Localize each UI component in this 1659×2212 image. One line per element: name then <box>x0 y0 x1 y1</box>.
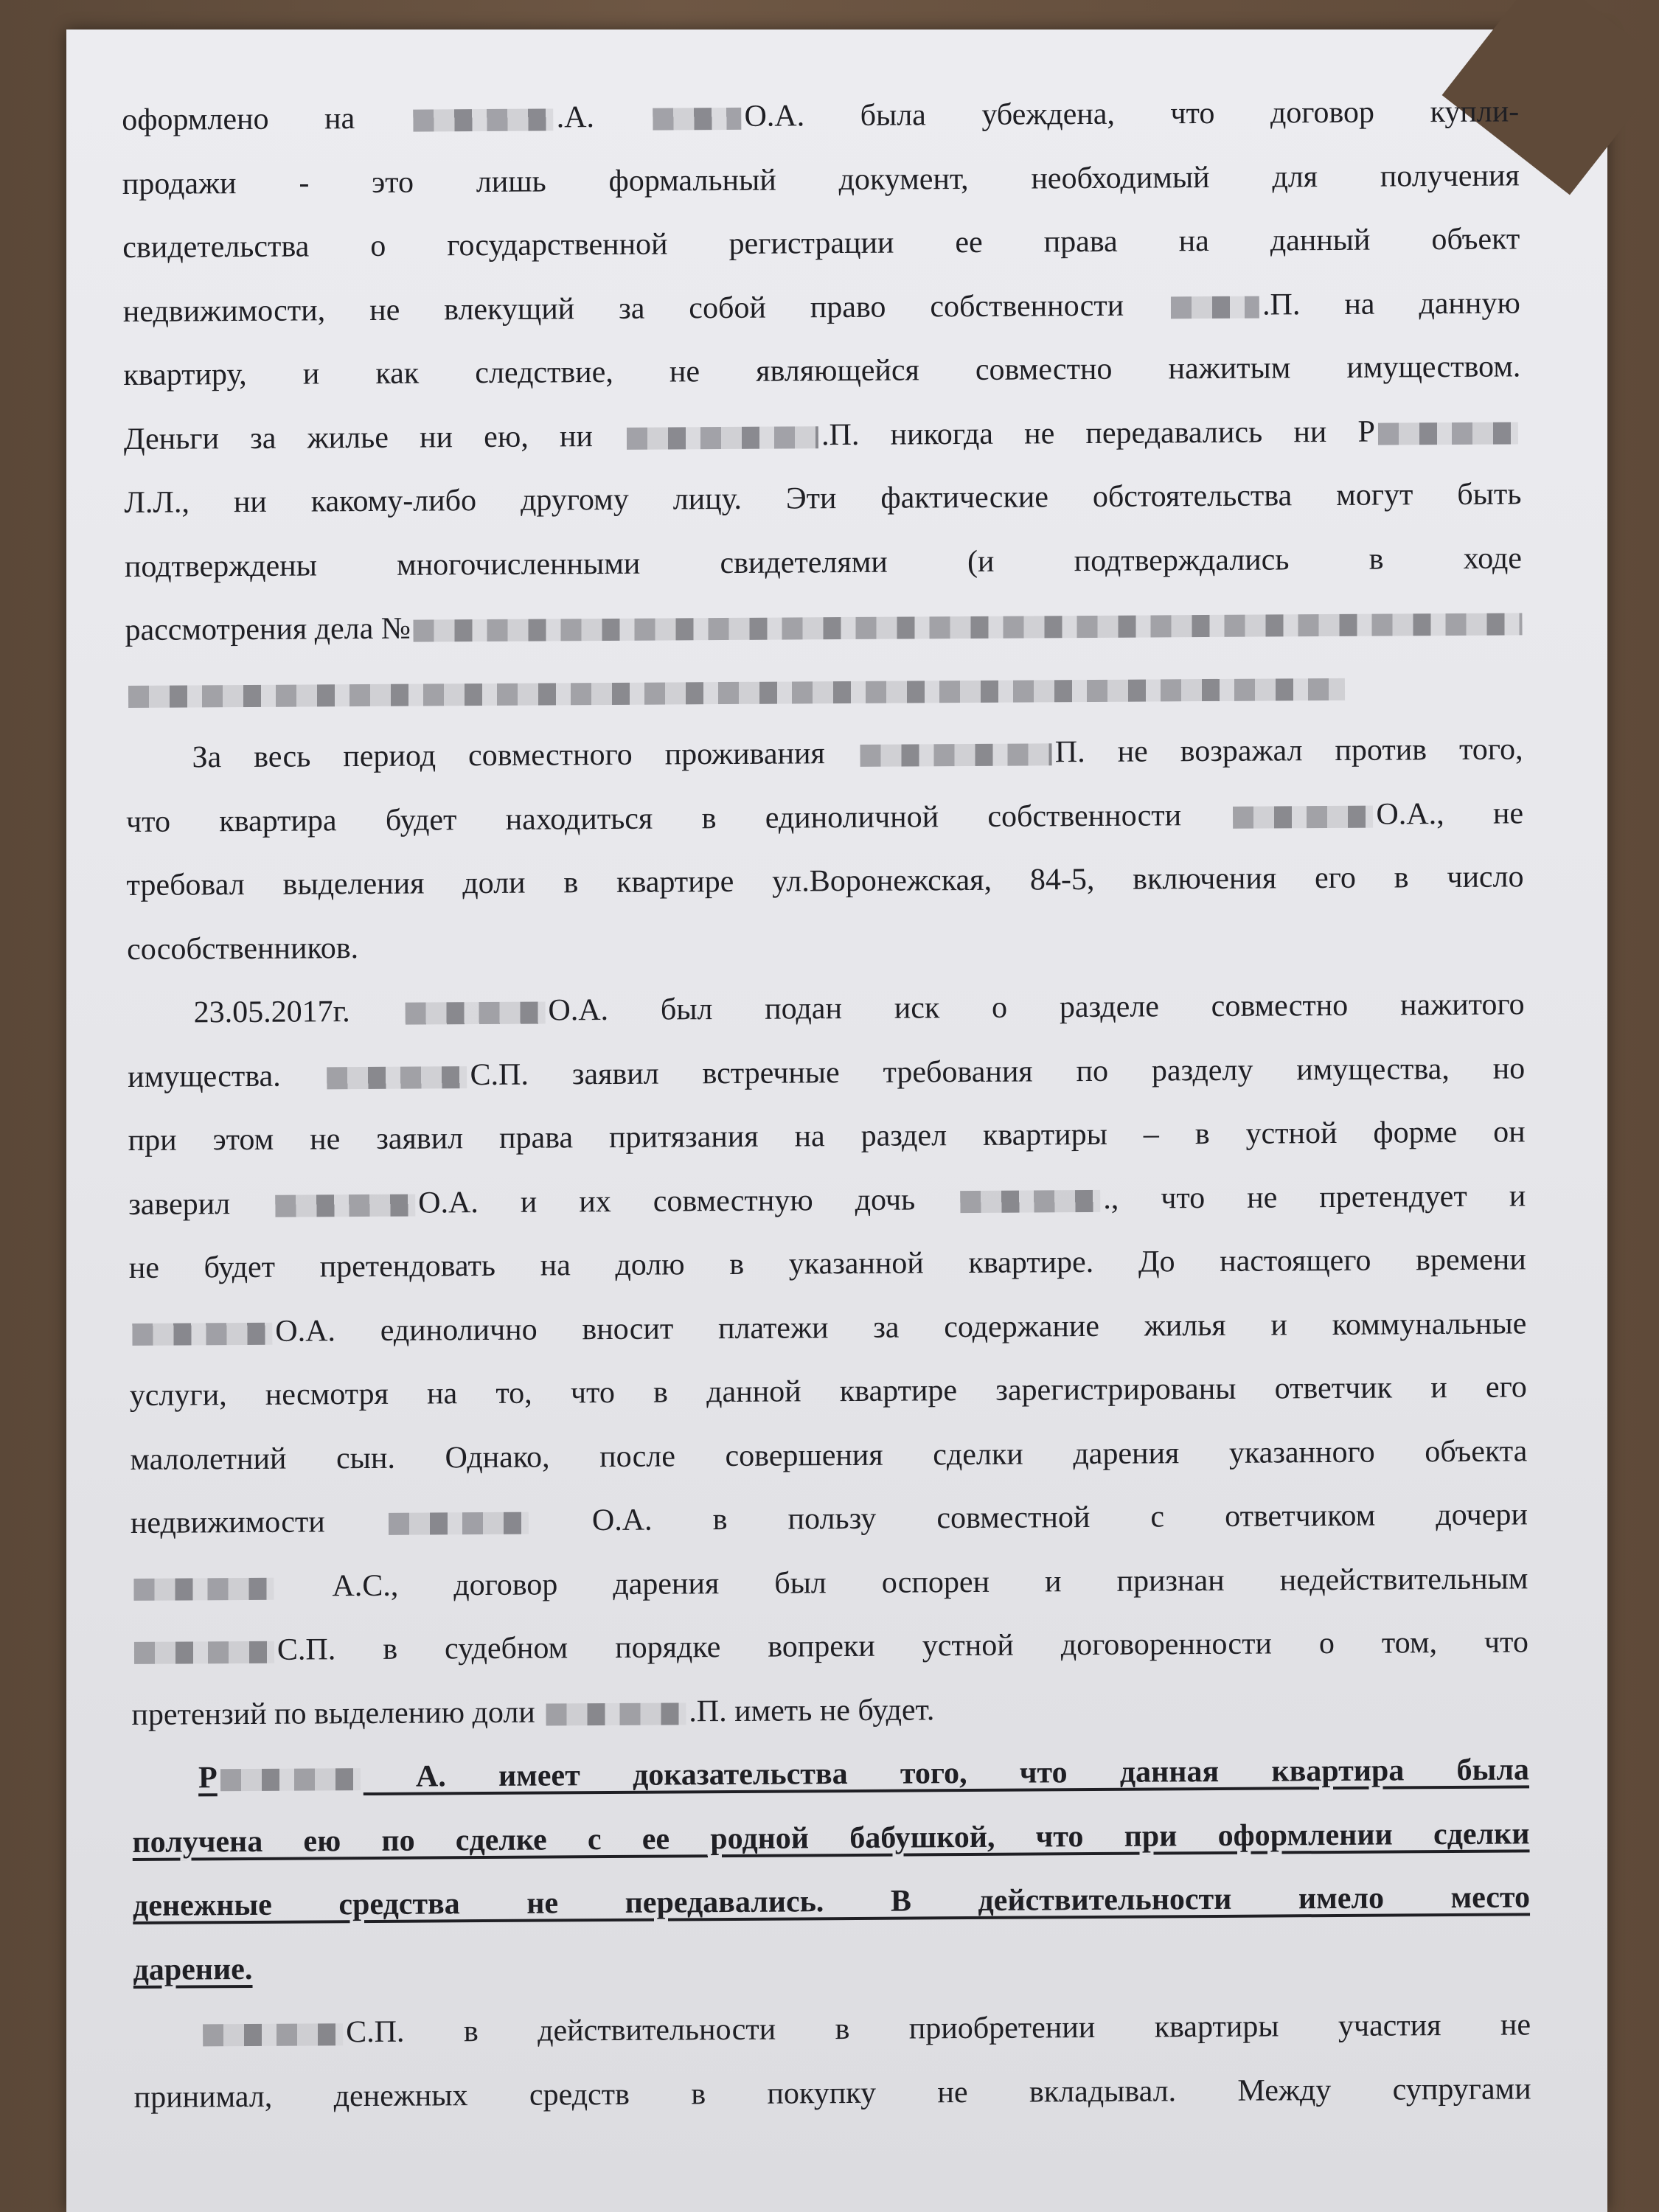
redaction-block <box>134 1641 274 1664</box>
redaction-block <box>860 744 1052 768</box>
document-line <box>125 654 1523 726</box>
document-body <box>122 80 1531 2129</box>
document-line: О.А. единолично вносит платежи за содержание жилья и коммунальные <box>129 1292 1526 1364</box>
document-line: при этом не заявил права притязания на раздел квартиры – в устной форме он <box>128 1115 1526 1158</box>
redaction-block <box>414 109 554 132</box>
redaction-block <box>1378 422 1518 445</box>
document-line: принимал, денежных средств в покупку не вкладывал. Между супругами <box>133 2071 1531 2115</box>
document-line: претензий по выделению доли .П. иметь не будет. <box>131 1692 935 1732</box>
document-line: недвижимости, не влекущий за собой право собственности .П. на данную <box>122 285 1520 329</box>
document-line: рассмотрения дела № <box>125 590 1522 662</box>
redaction-block <box>414 613 1523 642</box>
document-line: продажи - это лишь формальный документ, необходимый для получения <box>122 158 1520 201</box>
document-line: Деньги за жилье ни ею, ни .П. никогда не передавались ни Р <box>124 399 1521 471</box>
document-line: подтверждены многочисленными свидетелями (и подтверждались в ходе <box>124 540 1523 584</box>
redaction-block <box>653 108 741 131</box>
redaction-block <box>275 1194 415 1217</box>
redaction-block <box>389 1512 529 1535</box>
document-line: не будет претендовать на долю в указанной квартире. До настоящего времени <box>128 1242 1526 1285</box>
document-line: услуги, несмотря на то, что в данной квартире зарегистрированы ответчик и его <box>129 1370 1527 1413</box>
document-line: С.П. в действительности в приобретении квартиры участия не <box>133 1993 1531 2065</box>
redaction-block <box>627 426 818 450</box>
redaction-block <box>133 1578 274 1601</box>
document-line: С.П. в судебном порядке вопреки устной договоренности о том, что <box>131 1610 1528 1683</box>
document-line: За весь период совместного проживания П. не возражал против того, <box>192 732 1523 775</box>
document-line: имущества. С.П. заявил встречные требования по разделу имущества, но <box>128 1051 1526 1094</box>
document-line: квартиру, и как следствие, не являющейся совместно нажитым имуществом. <box>123 349 1521 392</box>
document-line: свидетельства о государственной регистрации ее права на данный объект <box>122 222 1520 265</box>
document-line: А.С., договор дарения был оспорен и признан недействительным <box>131 1547 1528 1619</box>
document-line: получена ею по сделке с ее родной бабушкой, что при оформлении сделки <box>132 1816 1530 1860</box>
redaction-block <box>1233 806 1373 829</box>
redaction-block <box>203 2024 343 2047</box>
document-line: заверил О.А. и их совместную дочь ., что не претендует и <box>128 1178 1526 1222</box>
document-line: дарение. <box>133 1952 253 1987</box>
document-line: 23.05.2017г. О.А. был подан иск о разделе совместно нажитого <box>193 987 1525 1030</box>
redaction-block <box>327 1066 467 1089</box>
document-line: недвижимости О.А. в пользу совместной с ответчиком дочери <box>130 1498 1528 1540</box>
redaction-block <box>1171 296 1259 319</box>
document-line: Л.Л., ни какому-либо другому лицу. Эти фактические обстоятельства могут быть <box>124 477 1522 520</box>
redaction-block <box>220 1768 361 1791</box>
document-line: денежные средства не передавались. В действительности имело место <box>132 1880 1531 1923</box>
document-line: сособственников. <box>126 931 359 967</box>
document-line: Р А. имеет доказательства того, что данная квартира была <box>198 1753 1530 1795</box>
redaction-block <box>546 1703 686 1725</box>
document-line: малолетний сын. Однако, после совершения сделки дарения указанного объекта <box>130 1433 1528 1477</box>
redaction-block <box>128 678 1345 708</box>
redaction-block <box>960 1190 1100 1213</box>
document-line: оформлено на .А. О.А. была убеждена, что договор купли- <box>122 94 1520 137</box>
document-line: что квартира будет находиться в единоличной собственности О.А., не <box>125 796 1524 839</box>
redaction-block <box>132 1323 272 1346</box>
document-line: требовал выделения доли в квартире ул.Воронежская, 84-5, включения его в число <box>126 860 1524 902</box>
redaction-block <box>405 1002 545 1025</box>
